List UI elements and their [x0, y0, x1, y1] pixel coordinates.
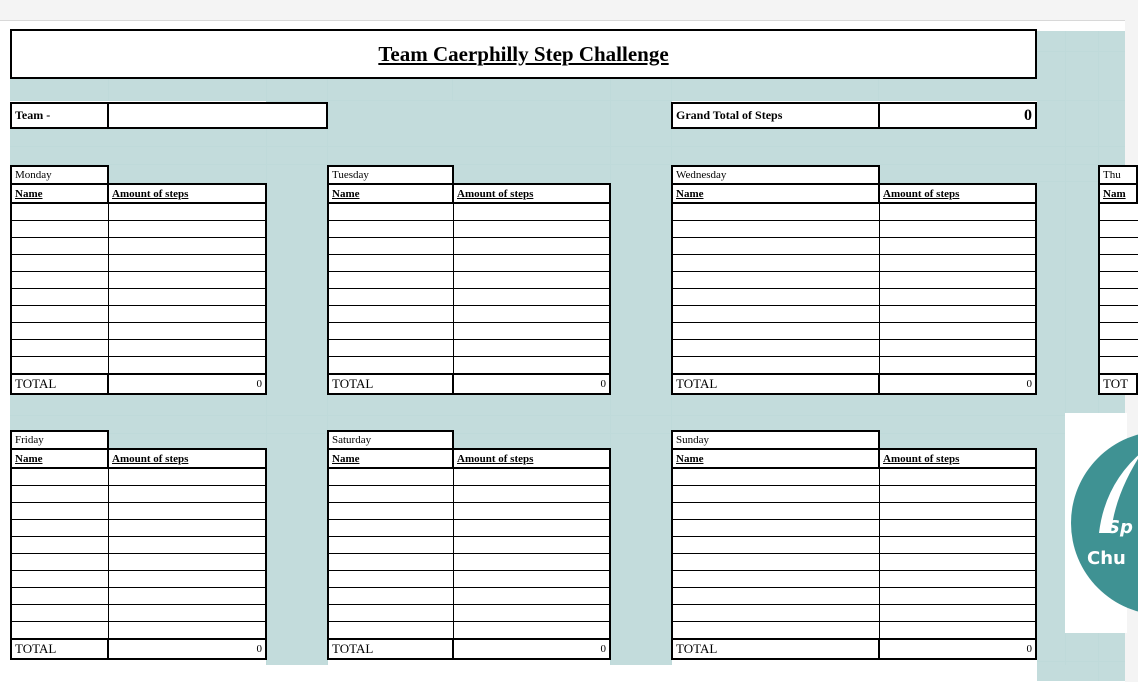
day-label-monday[interactable]: Monday: [10, 165, 109, 185]
day-label-thursday[interactable]: Thu: [1098, 165, 1138, 185]
teal-band: [452, 165, 612, 185]
total-label[interactable]: TOTAL: [10, 373, 109, 395]
steps-header[interactable]: Amount of steps: [107, 183, 267, 204]
team-name-input[interactable]: [107, 102, 328, 129]
teal-band: [10, 129, 1125, 165]
tuesday-total-value[interactable]: 0: [452, 373, 611, 395]
friday-entry-rows[interactable]: [10, 469, 267, 639]
logo-text-line2: Chu: [1087, 548, 1126, 569]
name-header[interactable]: Name: [671, 183, 880, 204]
total-label[interactable]: TOTAL: [671, 373, 880, 395]
total-label[interactable]: TOTAL: [10, 638, 109, 660]
name-header-partial[interactable]: Nam: [1098, 183, 1138, 204]
team-label[interactable]: Team -: [10, 102, 109, 129]
day-label-friday[interactable]: Friday: [10, 430, 109, 450]
monday-total-value[interactable]: 0: [107, 373, 267, 395]
total-label[interactable]: TOTAL: [327, 638, 454, 660]
spreadsheet[interactable]: [0, 21, 1133, 682]
day-label-tuesday[interactable]: Tuesday: [327, 165, 454, 185]
total-label[interactable]: TOTAL: [327, 373, 454, 395]
logo-text-line1: Sp: [1107, 517, 1133, 538]
name-header[interactable]: Name: [327, 183, 454, 204]
logo: [1065, 413, 1133, 633]
monday-entry-rows[interactable]: [10, 204, 267, 374]
sheet-title[interactable]: Team Caerphilly Step Challenge: [10, 29, 1037, 79]
grand-total-label[interactable]: Grand Total of Steps: [671, 102, 880, 129]
name-header[interactable]: Name: [10, 183, 109, 204]
wednesday-total-value[interactable]: 0: [878, 373, 1037, 395]
steps-header[interactable]: Amount of steps: [878, 183, 1037, 204]
wednesday-entry-rows[interactable]: [671, 204, 1037, 374]
sunday-entry-rows[interactable]: [671, 469, 1037, 639]
day-label-wednesday[interactable]: Wednesday: [671, 165, 880, 185]
teal-band: [878, 165, 1038, 185]
saturday-total-value[interactable]: 0: [452, 638, 611, 660]
sunday-total-value[interactable]: 0: [878, 638, 1037, 660]
total-label[interactable]: TOTAL: [671, 638, 880, 660]
teal-band: [10, 394, 1125, 450]
steps-header[interactable]: Amount of steps: [107, 448, 267, 469]
teal-band: [10, 79, 1125, 101]
friday-total-value[interactable]: 0: [107, 638, 267, 660]
grand-total-value[interactable]: 0: [878, 102, 1037, 129]
saturday-entry-rows[interactable]: [327, 469, 611, 639]
teal-band: [327, 101, 672, 131]
steps-header[interactable]: Amount of steps: [452, 183, 611, 204]
steps-header[interactable]: Amount of steps: [878, 448, 1037, 469]
day-label-saturday[interactable]: Saturday: [327, 430, 454, 450]
browser-top-bar: [0, 0, 1125, 21]
name-header[interactable]: Name: [327, 448, 454, 469]
total-label-partial[interactable]: TOT: [1098, 373, 1138, 395]
tuesday-entry-rows[interactable]: [327, 204, 611, 374]
teal-band: [108, 165, 268, 185]
steps-header[interactable]: Amount of steps: [452, 448, 611, 469]
name-header[interactable]: Name: [10, 448, 109, 469]
thursday-entry-rows[interactable]: [1098, 204, 1138, 374]
name-header[interactable]: Name: [671, 448, 880, 469]
day-label-sunday[interactable]: Sunday: [671, 430, 880, 450]
